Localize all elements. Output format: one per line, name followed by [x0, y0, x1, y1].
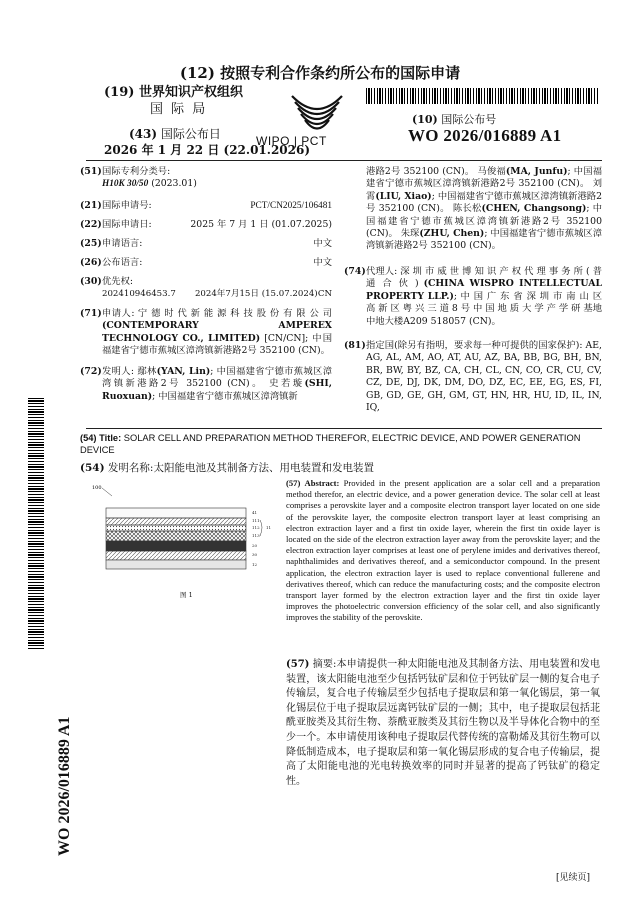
layer-111 — [106, 518, 246, 525]
side-barcode — [28, 398, 44, 650]
field-30: (30) 优先权: 202410946453.7 2024年7月15日 (15.07.2024) CN — [80, 276, 332, 300]
header-rule — [86, 160, 602, 161]
layer-12 — [106, 560, 246, 569]
bibliography-right — [344, 166, 602, 426]
title-chinese: (54) 发明名称:太阳能电池及其制备方法、用电装置和发电装置 — [80, 462, 374, 474]
layer-112 — [106, 525, 246, 531]
fig-label-113: 113 — [252, 533, 260, 538]
publication-language: 中文 — [313, 257, 332, 268]
field-72-continued: 港路2号 352100 (CN)。 马俊福(MA, Junfu); 中国福建省宁德市蕉城区漳湾镇新港路2号 352100 (CN)。 刘霄(LIU, Xiao); 中国福建省宁德市蕉城区漳湾镇新港路2号 352100 (CN)。 陈长松(CHEN, Changsong); 中国福建省宁德市蕉城区漳湾镇新港路2号 352100 (CN)。 朱琛(ZHU, Chen); 中国福建省宁德市蕉城区漳湾镇新港路2号 352100 (CN)。 — [366, 166, 603, 252]
priority-app-no: 202410946453.7 — [102, 289, 176, 300]
priority-country: CN — [317, 289, 332, 300]
field-21: (21) 国际申请号: PCT/CN2025/106481 — [80, 200, 332, 211]
org-code: (19) — [104, 85, 135, 100]
treaty-title: (12) 按照专利合作条约所公布的国际申请 — [179, 64, 461, 82]
priority-date: 2024年7月15日 (15.07.2024) — [194, 289, 318, 300]
pub-date-code: (43) — [129, 127, 158, 141]
publication-number-block — [366, 112, 561, 144]
field-51: (51) 国际专利分类号: H10K 30/50 (2023.01) — [80, 166, 332, 191]
figure-caption: 图 1 — [180, 591, 193, 599]
field-26: (26) 公布语言: 中文 — [80, 257, 332, 268]
application-date: 2025 年 7 月 1 日 (01.07.2025) — [190, 219, 332, 230]
field-81: (81) 指定国(除另有指明，要求每一种可提供的国家保护): AE, AG, AL, AM, AO, AT, AU, AZ, BA, BB, BG, BH, BN, BR, BW, BY, BZ, CA, CH, CL, CN, CO, CR, CU, CV, CZ, DE, DJ, DK, DM, DO, DZ, EC, EE, EG, ES, FI, GB, GD, GE, GH, GM, GT, HN, HR, HU, ID, IL, IN, IQ, — [344, 340, 602, 414]
layer-113 — [106, 531, 246, 541]
fig-label-41: 41 — [252, 510, 258, 515]
fig-label-111: 111 — [252, 518, 260, 523]
layer-20 — [106, 541, 246, 551]
continued-note: [见续页] — [556, 873, 591, 883]
fig-label-30: 30 — [252, 552, 258, 557]
abstract-english: (57) Abstract: Provided in the present application are a solar cell and a preparation method therefor, an electric device, and a power generation device. The solar cell at least comprises a perovskite layer and a composite electron transport layer located on one side of the perovskite layer, the composite electron transport layer at least comprising an electron extraction layer and a first tin oxide layer, wherein the first tin oxide layer is located on the side of the electron extraction layer away from the perovskite layer; and the electron extraction layer comprises at least one of perylene imides and derivatives thereof, naphthalimides and derivatives thereof, and a semiconductor compound. In the present application, the electron extraction layer is used to replace conventional fullerene and derivatives thereof, which can reduce the manufacturing costs; and the composite electron transport layer formed by the electron extraction layer and the first tin oxide layer improves the photoelectric conversion efficiency of the solar cell, and also significantly improves the stability of the perovskite. — [286, 478, 600, 623]
fig-label-20: 20 — [252, 543, 258, 548]
fig-label-12: 12 — [252, 562, 258, 567]
field-71: (71) 申请人: 宁 德 时 代 新 能 源 科 技 股 份 有 限 公 司 (CONTEMPORARY AMPEREX TECHNOLOGY CO., LIMITED) [CN/CN]; 中国福建省宁德市蕉城区漳湾镇新港路2号 352100 (CN)。 — [80, 308, 332, 357]
filing-language: 中文 — [313, 238, 332, 249]
fig-ref-main: 100 — [92, 485, 102, 491]
wipo-pct-text: WIPO | PCT — [256, 134, 327, 148]
side-publication-number: WO 2026/016889 A1 — [56, 716, 73, 856]
pub-date-label: 国际公布日 — [160, 127, 221, 141]
fig-label-11: 11 — [266, 525, 272, 530]
title-english: (54) Title: SOLAR CELL AND PREPARATION METHOD THEREFOR, ELECTRIC DEVICE, AND POWER GENERATION DEVICE — [80, 433, 581, 456]
pub-date: 2026 年 1 月 22 日 (22.01.2026) — [104, 143, 311, 157]
publication-number: WO 2026/016889 A1 — [408, 126, 562, 145]
designated-states: 指定国(除另有指明，要求每一种可提供的国家保护): AE, AG, AL, AM, AO, AT, AU, AZ, BA, BB, BG, BH, BN, BR, BW, BY, BZ, CA, CH, CL, CN, CO, CR, CU, CV, CZ, DE, DJ, DK, DM, DO, DZ, EC, EE, EG, ES, FI, GB, GD, GE, GH, GM, GT, HN, HR, HU, ID, IL, IN, IQ, — [366, 340, 602, 414]
layer-30 — [106, 551, 246, 560]
ipc-code: H10K 30/50 — [102, 179, 149, 190]
bibliography-left — [80, 166, 332, 426]
top-barcode — [366, 88, 598, 104]
field-22: (22) 国际申请日: 2025 年 7 月 1 日 (01.07.2025) — [80, 219, 332, 230]
pub-no-code: (10) — [412, 113, 438, 126]
application-number: PCT/CN2025/106481 — [250, 201, 332, 211]
ipc-label: 国际专利分类号: — [102, 166, 171, 177]
pub-no-label: 国际公布号 — [441, 113, 497, 126]
applicant-en: (CONTEMPORARY AMPEREX TECHNOLOGY CO., LIMITED) — [102, 320, 332, 344]
field-72: (72) 发明人: 鄢林(YAN, Lin); 中国福建省宁德市蕉城区漳湾镇新港路2号 352100 (CN)。 史若璇(SHI, Ruoxuan); 中国福建省宁德市蕉城区漳湾镇新 — [80, 366, 332, 402]
org-subname: 国 际 局 — [150, 102, 208, 117]
figure-1 — [88, 480, 288, 600]
agent-en: (CHINA WISPRO INTELLECTUAL PROPERTY LLP.) — [366, 278, 602, 302]
org-name: 世界知识产权组织 — [138, 85, 243, 100]
field-74: (74) 代理人: 深 圳 市 威 世 博 知 识 产 权 代 理 事 务 所 ( 普 通 合 伙 ) (CHINA WISPRO INTELLECTUAL PROPERTY LLP.); 中 国 广 东 省 深 圳 市 南 山 区 高 新 区 粤 兴 三 道 8 号 中 国 地 质 大 学 产 学 研 基地中地大楼A209 518057 (CN)。 — [344, 266, 602, 327]
abstract-chinese: (57) 摘要:本申请提供一种太阳能电池及其制备方法、用电装置和发电装置，该太阳能电池至少包括钙钛矿层和位于钙钛矿层一侧的复合电子传输层，复合电子传输层至少包括电子提取层和第一氧化锡层，第一氧化锡层位于电子提取层远离钙钛矿层的一侧；其中，电子提取层包括苝酰亚胺类及其衍生物、萘酰亚胺类及其衍生物以及半导体化合物中的至少一个。本申请使用该种电子提取层代替传统的富勒烯及其衍生物可以降低制造成本，电子提取层和第一氧化锡层形成的复合电子传输层，提高了太阳能电池的光电转换效率的同时并显著的提高了钙钛矿的稳定性。 — [286, 659, 601, 787]
title-rule — [86, 428, 602, 429]
organization-block — [104, 84, 243, 118]
fig-label-112: 112 — [252, 525, 260, 530]
field-25: (25) 申请语言: 中文 — [80, 238, 332, 249]
layer-41 — [106, 508, 246, 518]
